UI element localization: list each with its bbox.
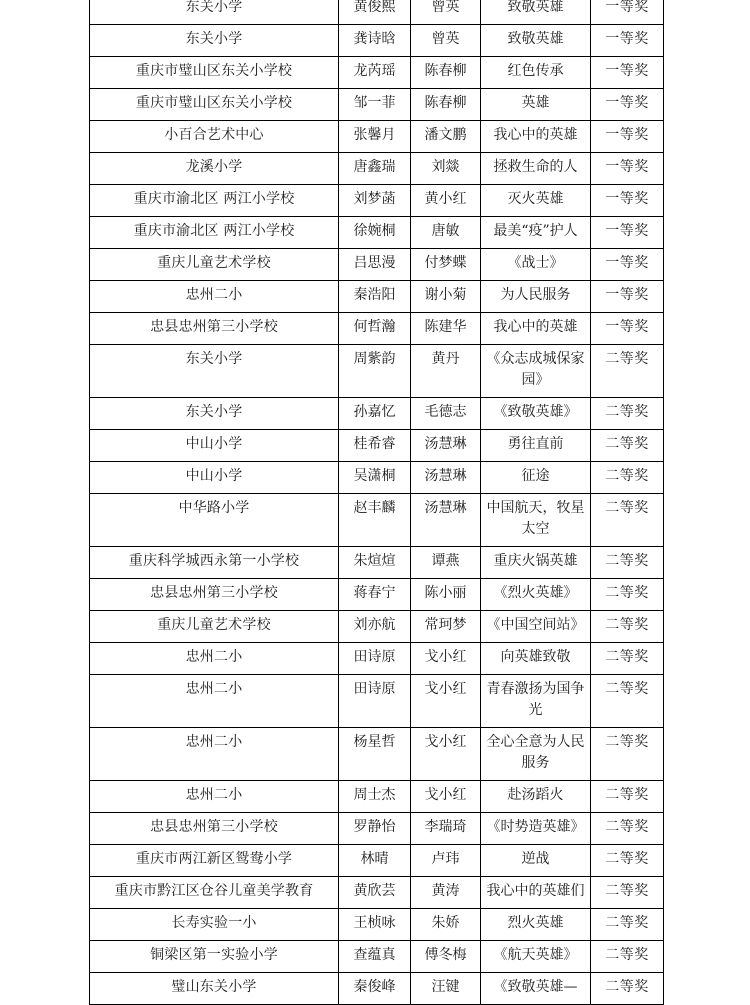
teacher-name-cell: 唐敏 bbox=[411, 217, 481, 249]
teacher-name-cell: 黄涛 bbox=[411, 877, 481, 909]
prize-level-cell: 二等奖 bbox=[591, 547, 664, 579]
artwork-title-cell: 全心全意为人民服务 bbox=[481, 728, 591, 781]
table-row bbox=[90, 941, 664, 973]
teacher-name-cell: 汤慧琳 bbox=[411, 494, 481, 547]
teacher-name-cell: 戈小红 bbox=[411, 643, 481, 675]
artwork-title-cell: 逆战 bbox=[481, 845, 591, 877]
artwork-title-cell: 勇往直前 bbox=[481, 430, 591, 462]
prize-level-cell: 二等奖 bbox=[591, 675, 664, 728]
prize-level-cell: 二等奖 bbox=[591, 430, 664, 462]
prize-level-cell: 一等奖 bbox=[591, 25, 664, 57]
table-row bbox=[90, 675, 664, 728]
school-cell: 忠县忠州第三小学校 bbox=[90, 313, 339, 345]
prize-level-cell: 一等奖 bbox=[591, 249, 664, 281]
school-cell: 铜梁区第一实验小学 bbox=[90, 941, 339, 973]
artwork-title-cell: 赴汤蹈火 bbox=[481, 781, 591, 813]
teacher-name-cell: 曾英 bbox=[411, 0, 481, 25]
artwork-title-cell: 英雄 bbox=[481, 89, 591, 121]
table-row bbox=[90, 313, 664, 345]
teacher-name-cell: 黄丹 bbox=[411, 345, 481, 398]
prize-level-cell: 一等奖 bbox=[591, 0, 664, 25]
table-row bbox=[90, 57, 664, 89]
school-cell: 中山小学 bbox=[90, 430, 339, 462]
teacher-name-cell: 陈建华 bbox=[411, 313, 481, 345]
table-row bbox=[90, 877, 664, 909]
prize-level-cell: 二等奖 bbox=[591, 941, 664, 973]
student-name-cell: 赵丰麟 bbox=[339, 494, 411, 547]
school-cell: 小百合艺术中心 bbox=[90, 121, 339, 153]
table-row bbox=[90, 153, 664, 185]
student-name-cell: 黄俊熙 bbox=[339, 0, 411, 25]
artwork-title-cell: 《众志成城保家园》 bbox=[481, 345, 591, 398]
student-name-cell: 刘亦航 bbox=[339, 611, 411, 643]
artwork-title-cell: 《烈火英雄》 bbox=[481, 579, 591, 611]
student-name-cell: 张馨月 bbox=[339, 121, 411, 153]
table-row bbox=[90, 728, 664, 781]
teacher-name-cell: 汪键 bbox=[411, 973, 481, 1005]
student-name-cell: 邹一菲 bbox=[339, 89, 411, 121]
student-name-cell: 龚诗晗 bbox=[339, 25, 411, 57]
school-cell: 忠县忠州第三小学校 bbox=[90, 579, 339, 611]
table-row bbox=[90, 281, 664, 313]
teacher-name-cell: 戈小红 bbox=[411, 781, 481, 813]
student-name-cell: 田诗原 bbox=[339, 643, 411, 675]
teacher-name-cell: 常珂梦 bbox=[411, 611, 481, 643]
teacher-name-cell: 李瑞琦 bbox=[411, 813, 481, 845]
prize-level-cell: 二等奖 bbox=[591, 781, 664, 813]
teacher-name-cell: 汤慧琳 bbox=[411, 430, 481, 462]
artwork-title-cell: 重庆火锅英雄 bbox=[481, 547, 591, 579]
student-name-cell: 林晴 bbox=[339, 845, 411, 877]
teacher-name-cell: 戈小红 bbox=[411, 728, 481, 781]
table-row bbox=[90, 909, 664, 941]
artwork-title-cell: 《航天英雄》 bbox=[481, 941, 591, 973]
table-row bbox=[90, 781, 664, 813]
teacher-name-cell: 陈春柳 bbox=[411, 89, 481, 121]
school-cell: 重庆市渝北区 两江小学校 bbox=[90, 217, 339, 249]
prize-level-cell: 二等奖 bbox=[591, 728, 664, 781]
teacher-name-cell: 黄小红 bbox=[411, 185, 481, 217]
prize-level-cell: 二等奖 bbox=[591, 398, 664, 430]
table-row bbox=[90, 579, 664, 611]
artwork-title-cell: 《战士》 bbox=[481, 249, 591, 281]
artwork-title-cell: 烈火英雄 bbox=[481, 909, 591, 941]
student-name-cell: 罗静怡 bbox=[339, 813, 411, 845]
table-row bbox=[90, 89, 664, 121]
teacher-name-cell: 陈春柳 bbox=[411, 57, 481, 89]
school-cell: 东关小学 bbox=[90, 398, 339, 430]
school-cell: 重庆科学城西永第一小学校 bbox=[90, 547, 339, 579]
school-cell: 中山小学 bbox=[90, 462, 339, 494]
artwork-title-cell: 最美“疫”护人 bbox=[481, 217, 591, 249]
teacher-name-cell: 付梦蝶 bbox=[411, 249, 481, 281]
student-name-cell: 刘梦菡 bbox=[339, 185, 411, 217]
artwork-title-cell: 中国航天，牧星太空 bbox=[481, 494, 591, 547]
prize-level-cell: 一等奖 bbox=[591, 121, 664, 153]
table-row bbox=[90, 345, 664, 398]
table-row bbox=[90, 249, 664, 281]
table-row bbox=[90, 813, 664, 845]
table-row bbox=[90, 845, 664, 877]
artwork-title-cell: 向英雄致敬 bbox=[481, 643, 591, 675]
artwork-title-cell: 青春激扬为国争光 bbox=[481, 675, 591, 728]
school-cell: 中华路小学 bbox=[90, 494, 339, 547]
prize-level-cell: 一等奖 bbox=[591, 89, 664, 121]
teacher-name-cell: 陈小丽 bbox=[411, 579, 481, 611]
table-row bbox=[90, 430, 664, 462]
table-row bbox=[90, 547, 664, 579]
artwork-title-cell: 我心中的英雄 bbox=[481, 313, 591, 345]
artwork-title-cell: 《时势造英雄》 bbox=[481, 813, 591, 845]
award-table-body bbox=[90, 0, 664, 1005]
student-name-cell: 吴潇桐 bbox=[339, 462, 411, 494]
artwork-title-cell: 《中国空间站》 bbox=[481, 611, 591, 643]
school-cell: 忠州二小 bbox=[90, 781, 339, 813]
table-row bbox=[90, 462, 664, 494]
teacher-name-cell: 刘燚 bbox=[411, 153, 481, 185]
school-cell: 忠州二小 bbox=[90, 281, 339, 313]
artwork-title-cell: 征途 bbox=[481, 462, 591, 494]
school-cell: 重庆儿童艺术学校 bbox=[90, 249, 339, 281]
prize-level-cell: 一等奖 bbox=[591, 57, 664, 89]
student-name-cell: 田诗原 bbox=[339, 675, 411, 728]
teacher-name-cell: 戈小红 bbox=[411, 675, 481, 728]
school-cell: 重庆市璧山区东关小学校 bbox=[90, 89, 339, 121]
prize-level-cell: 二等奖 bbox=[591, 462, 664, 494]
prize-level-cell: 二等奖 bbox=[591, 845, 664, 877]
student-name-cell: 秦俊峰 bbox=[339, 973, 411, 1005]
artwork-title-cell: 我心中的英雄 bbox=[481, 121, 591, 153]
artwork-title-cell: 为人民服务 bbox=[481, 281, 591, 313]
table-row bbox=[90, 398, 664, 430]
school-cell: 忠县忠州第三小学校 bbox=[90, 813, 339, 845]
school-cell: 东关小学 bbox=[90, 0, 339, 25]
prize-level-cell: 二等奖 bbox=[591, 611, 664, 643]
student-name-cell: 黄欣芸 bbox=[339, 877, 411, 909]
school-cell: 重庆儿童艺术学校 bbox=[90, 611, 339, 643]
prize-level-cell: 一等奖 bbox=[591, 217, 664, 249]
student-name-cell: 徐婉桐 bbox=[339, 217, 411, 249]
school-cell: 龙溪小学 bbox=[90, 153, 339, 185]
student-name-cell: 孙嘉忆 bbox=[339, 398, 411, 430]
prize-level-cell: 二等奖 bbox=[591, 909, 664, 941]
artwork-title-cell: 致敬英雄 bbox=[481, 0, 591, 25]
prize-level-cell: 二等奖 bbox=[591, 643, 664, 675]
artwork-title-cell: 《致敬英雄— bbox=[481, 973, 591, 1005]
teacher-name-cell: 谭燕 bbox=[411, 547, 481, 579]
artwork-title-cell: 红色传承 bbox=[481, 57, 591, 89]
student-name-cell: 吕思漫 bbox=[339, 249, 411, 281]
table-row bbox=[90, 973, 664, 1005]
teacher-name-cell: 谢小菊 bbox=[411, 281, 481, 313]
teacher-name-cell: 毛德志 bbox=[411, 398, 481, 430]
prize-level-cell: 一等奖 bbox=[591, 153, 664, 185]
prize-level-cell: 二等奖 bbox=[591, 579, 664, 611]
prize-level-cell: 二等奖 bbox=[591, 973, 664, 1005]
school-cell: 重庆市渝北区 两江小学校 bbox=[90, 185, 339, 217]
school-cell: 忠州二小 bbox=[90, 643, 339, 675]
teacher-name-cell: 曾英 bbox=[411, 25, 481, 57]
student-name-cell: 杨星哲 bbox=[339, 728, 411, 781]
prize-level-cell: 二等奖 bbox=[591, 494, 664, 547]
school-cell: 忠州二小 bbox=[90, 675, 339, 728]
student-name-cell: 周紫韵 bbox=[339, 345, 411, 398]
prize-level-cell: 二等奖 bbox=[591, 813, 664, 845]
teacher-name-cell: 傅冬梅 bbox=[411, 941, 481, 973]
artwork-title-cell: 致敬英雄 bbox=[481, 25, 591, 57]
student-name-cell: 王桢咏 bbox=[339, 909, 411, 941]
student-name-cell: 唐鑫瑞 bbox=[339, 153, 411, 185]
artwork-title-cell: 灭火英雄 bbox=[481, 185, 591, 217]
prize-level-cell: 一等奖 bbox=[591, 313, 664, 345]
student-name-cell: 周士杰 bbox=[339, 781, 411, 813]
teacher-name-cell: 汤慧琳 bbox=[411, 462, 481, 494]
table-row bbox=[90, 121, 664, 153]
student-name-cell: 秦浩阳 bbox=[339, 281, 411, 313]
table-row bbox=[90, 185, 664, 217]
table-row bbox=[90, 217, 664, 249]
prize-level-cell: 一等奖 bbox=[591, 281, 664, 313]
school-cell: 重庆市璧山区东关小学校 bbox=[90, 57, 339, 89]
artwork-title-cell: 拯救生命的人 bbox=[481, 153, 591, 185]
school-cell: 东关小学 bbox=[90, 25, 339, 57]
school-cell: 东关小学 bbox=[90, 345, 339, 398]
teacher-name-cell: 朱娇 bbox=[411, 909, 481, 941]
award-table bbox=[89, 0, 664, 1005]
student-name-cell: 朱煊煊 bbox=[339, 547, 411, 579]
table-row bbox=[90, 611, 664, 643]
school-cell: 璧山东关小学 bbox=[90, 973, 339, 1005]
student-name-cell: 何哲瀚 bbox=[339, 313, 411, 345]
artwork-title-cell: 我心中的英雄们 bbox=[481, 877, 591, 909]
teacher-name-cell: 卢玮 bbox=[411, 845, 481, 877]
teacher-name-cell: 潘文鹏 bbox=[411, 121, 481, 153]
student-name-cell: 蒋春宁 bbox=[339, 579, 411, 611]
school-cell: 长寿实验一小 bbox=[90, 909, 339, 941]
table-row bbox=[90, 643, 664, 675]
table-row bbox=[90, 25, 664, 57]
artwork-title-cell: 《致敬英雄》 bbox=[481, 398, 591, 430]
student-name-cell: 桂希睿 bbox=[339, 430, 411, 462]
school-cell: 重庆市两江新区鸳鸯小学 bbox=[90, 845, 339, 877]
school-cell: 重庆市黔江区仓谷儿童美学教育 bbox=[90, 877, 339, 909]
table-row bbox=[90, 494, 664, 547]
student-name-cell: 查蕴真 bbox=[339, 941, 411, 973]
student-name-cell: 龙芮瑶 bbox=[339, 57, 411, 89]
school-cell: 忠州二小 bbox=[90, 728, 339, 781]
prize-level-cell: 一等奖 bbox=[591, 185, 664, 217]
prize-level-cell: 二等奖 bbox=[591, 877, 664, 909]
award-list-page bbox=[89, 0, 663, 1005]
table-row bbox=[90, 0, 664, 25]
prize-level-cell: 二等奖 bbox=[591, 345, 664, 398]
